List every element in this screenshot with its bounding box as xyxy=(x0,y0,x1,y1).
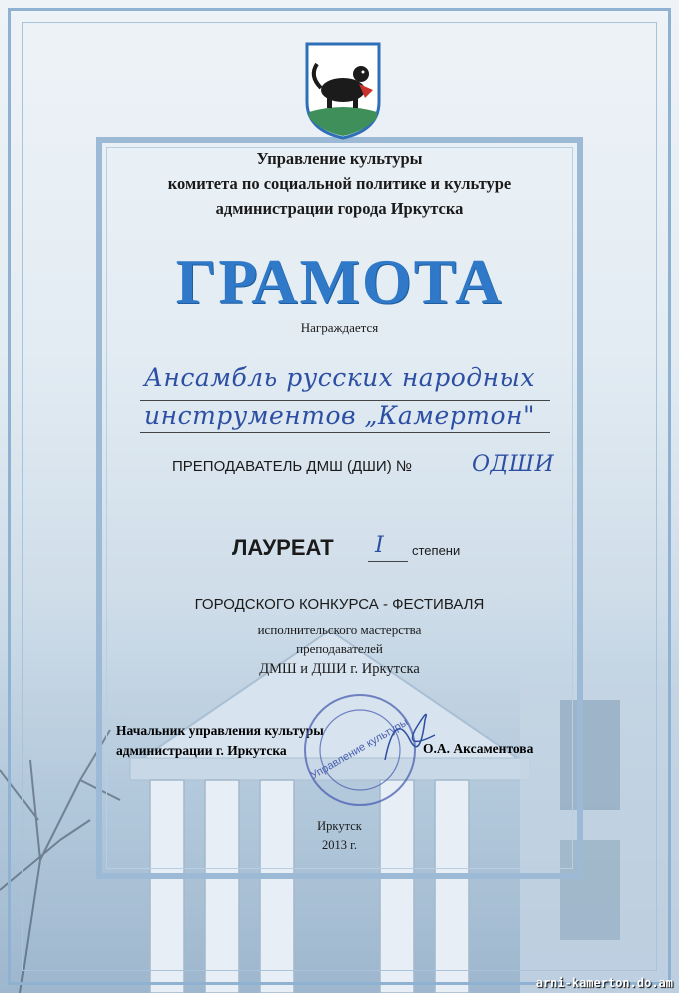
signature-icon xyxy=(375,700,445,770)
contest-line-3: преподавателей xyxy=(296,641,383,656)
laureate-suffix: степени xyxy=(412,543,461,558)
teacher-school-handwritten: ОДШИ xyxy=(472,452,555,477)
signatory-name: О.А. Аксаментова xyxy=(423,741,534,756)
contest-line-4: ДМШ и ДШИ г. Иркутска xyxy=(259,661,420,677)
recipient-line-1: Ансамбль русских народных xyxy=(143,363,536,392)
contest-title: ГОРОДСКОГО КОНКУРСА - ФЕСТИВАЛЯ xyxy=(194,596,485,613)
degree-underline xyxy=(368,561,408,562)
city-coat-of-arms-icon xyxy=(303,40,383,140)
awarded-label: Награждается xyxy=(300,320,379,335)
signatory-position-1: Начальник управления культуры xyxy=(116,723,324,738)
year: 2013 г. xyxy=(322,838,357,852)
place: Иркутск xyxy=(317,819,362,833)
organization-line-3: администрации города Иркутска xyxy=(215,199,464,218)
recipient-line-2: инструментов „Камертон" xyxy=(144,401,535,430)
stamp-center-text: Управление культуры xyxy=(308,716,411,782)
organization-line-2: комитета по социальной политике и культуре xyxy=(167,174,512,193)
recipient-underline-2 xyxy=(140,432,550,433)
laureate-degree: I xyxy=(375,533,384,558)
organization-line-1: Управление культуры xyxy=(256,149,423,168)
site-watermark: arni-kamerton.do.am xyxy=(535,976,673,990)
teacher-label: ПРЕПОДАВАТЕЛЬ ДМШ (ДШИ) № xyxy=(172,458,412,475)
signatory-position-2: администрации г. Иркутска xyxy=(116,743,287,758)
certificate-title: ГРАМОТА xyxy=(175,246,504,317)
laureate-label: ЛАУРЕАТ xyxy=(232,535,334,560)
contest-line-2: исполнительского мастерства xyxy=(257,622,422,637)
